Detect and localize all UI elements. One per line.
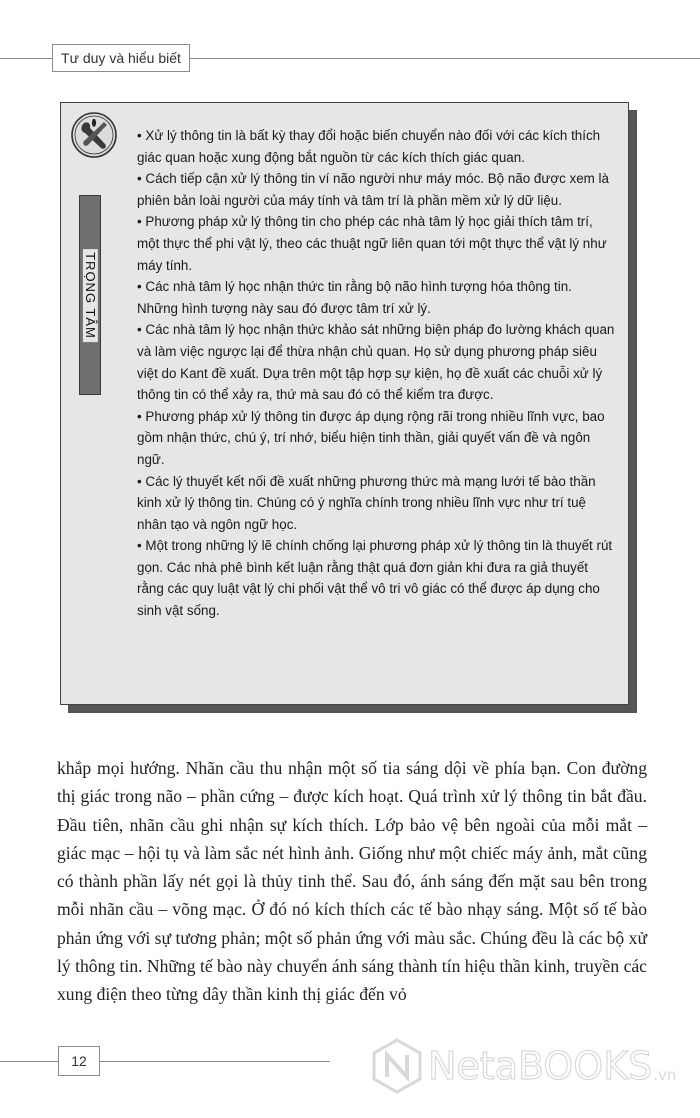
key-ideas-box bbox=[60, 102, 629, 705]
crossed-tools-emblem-icon bbox=[70, 111, 118, 159]
watermark bbox=[368, 1036, 700, 1096]
key-point: • Xử lý thông tin là bất kỳ thay đổi hoặc biến chuyển nào đối với các kích thích giác quan hoặc xung động bắt nguồn từ các kích thích giác quan. bbox=[137, 125, 615, 168]
footer-rule-left bbox=[0, 1061, 58, 1062]
key-point: • Phương pháp xử lý thông tin được áp dụng rộng rãi trong nhiều lĩnh vực, bao gồm nhận thức, chú ý, trí nhớ, biểu hiện tinh thần, giải quyết vấn đề và ngôn ngữ. bbox=[137, 406, 615, 471]
header-rule-right bbox=[190, 58, 700, 59]
focus-tag-label: TRỌNG TÂM bbox=[83, 249, 98, 342]
key-points-list bbox=[137, 125, 615, 622]
watermark-text: NetaBOOKS bbox=[428, 1044, 653, 1088]
key-point: • Các lý thuyết kết nối đề xuất những phương thức mà mạng lưới tế bào thần kinh xử lý thông tin. Chúng có ý nghĩa chính trong nhiều lĩnh vực như trí tuệ nhân tạo và ngôn ngữ học. bbox=[137, 471, 615, 536]
key-point: • Phương pháp xử lý thông tin cho phép các nhà tâm lý học giải thích tâm trí, một thực thể phi vật lý, theo các thuật ngữ liên quan tới một thực thể vật lý như máy tính. bbox=[137, 211, 615, 276]
key-point: • Các nhà tâm lý học nhận thức khảo sát những biện pháp đo lường khách quan và làm việc ngược lại để thừa nhận chủ quan. Họ sử dụng phương pháp siêu việt do Kant đề xuất. Dựa trên một tập hợp sự kiện, họ đề xuất các chuỗi xử lý thông tin có thể xảy ra, thứ mà sau đó có thể kiểm tra được. bbox=[137, 319, 615, 405]
netabooks-logo-icon bbox=[368, 1037, 426, 1095]
footer-rule-right bbox=[100, 1061, 330, 1062]
header-rule-left bbox=[0, 58, 52, 59]
focus-tag bbox=[79, 195, 101, 395]
running-header: Tư duy và hiểu biết bbox=[52, 44, 190, 72]
page-number: 12 bbox=[58, 1046, 100, 1076]
watermark-suffix: .vn bbox=[653, 1066, 677, 1084]
key-point: • Các nhà tâm lý học nhận thức tin rằng bộ não hình tượng hóa thông tin. Những hình tượng này sau đó được tâm trí xử lý. bbox=[137, 276, 615, 319]
key-point: • Một trong những lý lẽ chính chống lại phương pháp xử lý thông tin là thuyết rút gọn. Các nhà phê bình kết luận rằng thật quá đơn giản khi đưa ra giả thuyết rằng các quy luật vật lý chi phối vật thể vô tri vô giác có thể được áp dụng cho sinh vật sống. bbox=[137, 535, 615, 621]
body-paragraph: khắp mọi hướng. Nhãn cầu thu nhận một số tia sáng dội về phía bạn. Con đường thị giác trong não – phần cứng – được kích hoạt. Quá trình xử lý thông tin bắt đầu. Đầu tiên, nhãn cầu ghi nhận sự kích thích. Lớp bảo vệ bên ngoài của mỗi mắt – giác mạc – hội tụ và làm sắc nét hình ảnh. Giống như một chiếc máy ảnh, mắt cũng có thành phần lấy nét gọi là thủy tinh thể. Sau đó, ánh sáng đến mặt sau bên trong mỗi nhãn cầu – võng mạc. Ở đó nó kích thích các tế bào nhạy sáng. Một số tế bào phản ứng với sự tương phản; một số phản ứng với màu sắc. Chúng đều là các bộ xử lý thông tin. Những tế bào này chuyển ánh sáng thành tín hiệu thần kinh, truyền các xung điện theo từng dây thần kinh thị giác đến vỏ bbox=[57, 758, 647, 1005]
key-point: • Cách tiếp cận xử lý thông tin ví não người như máy móc. Bộ não được xem là phiên bản loài người của máy tính và tâm trí là phần mềm xử lý dữ liệu. bbox=[137, 168, 615, 211]
